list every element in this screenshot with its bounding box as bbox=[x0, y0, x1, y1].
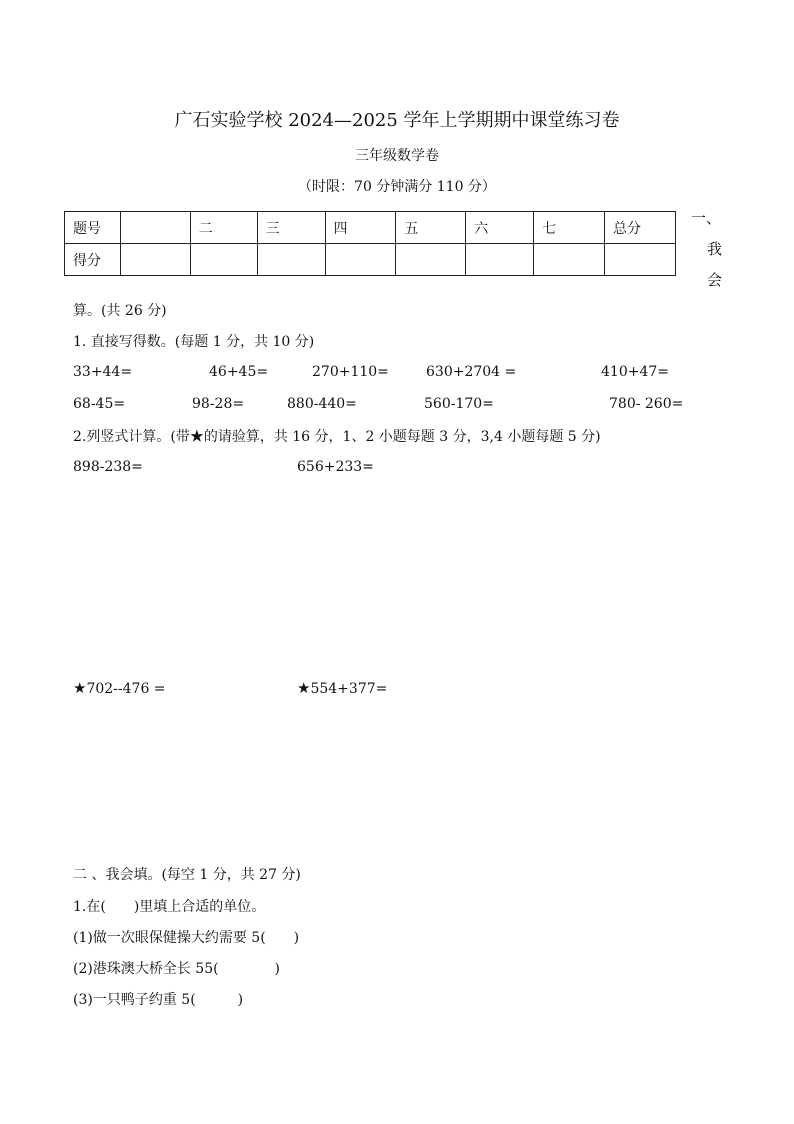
q1-problem: 780- 260= bbox=[609, 396, 684, 412]
exam-title: 广石实验学校 2024—2025 学年上学期期中课堂练习卷 bbox=[174, 110, 620, 131]
star-icon: ★ bbox=[73, 679, 87, 697]
q1-title: 1. 直接写得数。(每题 1 分，共 10 分) bbox=[73, 334, 315, 350]
q1-problem: 98-28= bbox=[192, 396, 245, 412]
score-input-cell[interactable] bbox=[534, 244, 605, 276]
fill-in-item: (1)做一次眼保健操大约需要 5( ) bbox=[73, 930, 300, 946]
q1-problem: 630+2704 = bbox=[426, 364, 517, 380]
q1-problem: 560-170= bbox=[424, 396, 494, 412]
q2-title: 2.列竖式计算。(带★的请验算，共 16 分，1、2 小题每题 3 分，3,4 小题每题 5 分) bbox=[73, 429, 601, 445]
section1-title-char: 我 bbox=[707, 240, 723, 258]
table-cell: 二 bbox=[190, 212, 257, 244]
q1-problem: 410+47= bbox=[601, 364, 669, 380]
score-table-header-row bbox=[65, 212, 676, 244]
q2-problem-starred bbox=[297, 679, 387, 697]
fill-in-item: (3)一只鸭子约重 5( ) bbox=[73, 992, 244, 1008]
table-cell: 七 bbox=[534, 212, 605, 244]
table-cell: 四 bbox=[325, 212, 396, 244]
fill-in-item: (2)港珠澳大桥全长 55( ) bbox=[73, 961, 281, 977]
score-input-cell[interactable] bbox=[325, 244, 396, 276]
q1-problem: 68-45= bbox=[73, 396, 126, 412]
table-cell bbox=[120, 212, 190, 244]
q1-problem: 33+44= bbox=[73, 364, 133, 380]
q2-problem-text: 554+377= bbox=[310, 681, 388, 697]
score-input-cell[interactable] bbox=[257, 244, 325, 276]
star-icon: ★ bbox=[297, 679, 311, 697]
score-input-cell[interactable] bbox=[396, 244, 466, 276]
q1-problem: 880-440= bbox=[287, 396, 357, 412]
section1-number: 一、 bbox=[691, 209, 722, 227]
q1-problem: 46+45= bbox=[209, 364, 269, 380]
section2-q1-title: 1.在( )里填上合适的单位。 bbox=[73, 899, 266, 915]
table-cell: 五 bbox=[396, 212, 466, 244]
table-cell: 三 bbox=[257, 212, 325, 244]
score-input-cell[interactable] bbox=[466, 244, 534, 276]
q2-problem: 656+233= bbox=[297, 459, 374, 475]
score-input-cell[interactable] bbox=[120, 244, 190, 276]
section1-title-char: 会 bbox=[707, 271, 723, 289]
score-table bbox=[64, 211, 676, 276]
score-table-score-row bbox=[65, 244, 676, 276]
exam-subtitle: 三年级数学卷 bbox=[355, 148, 439, 164]
score-input-cell[interactable] bbox=[190, 244, 257, 276]
table-cell: 总分 bbox=[605, 212, 676, 244]
table-cell: 得分 bbox=[65, 244, 121, 276]
section2-title: 二 、我会填。(每空 1 分，共 27 分) bbox=[73, 867, 301, 883]
time-limit: （时限：70 分钟满分 110 分） bbox=[298, 179, 496, 195]
score-input-cell[interactable] bbox=[605, 244, 676, 276]
q2-problem-text: 702--476 = bbox=[86, 681, 166, 697]
table-cell: 题号 bbox=[65, 212, 121, 244]
q2-problem: 898-238= bbox=[73, 459, 143, 475]
table-cell: 六 bbox=[466, 212, 534, 244]
q1-problem: 270+110= bbox=[312, 364, 389, 380]
q2-problem-starred bbox=[73, 679, 166, 697]
section1-title-cont: 算。(共 26 分) bbox=[73, 303, 167, 319]
